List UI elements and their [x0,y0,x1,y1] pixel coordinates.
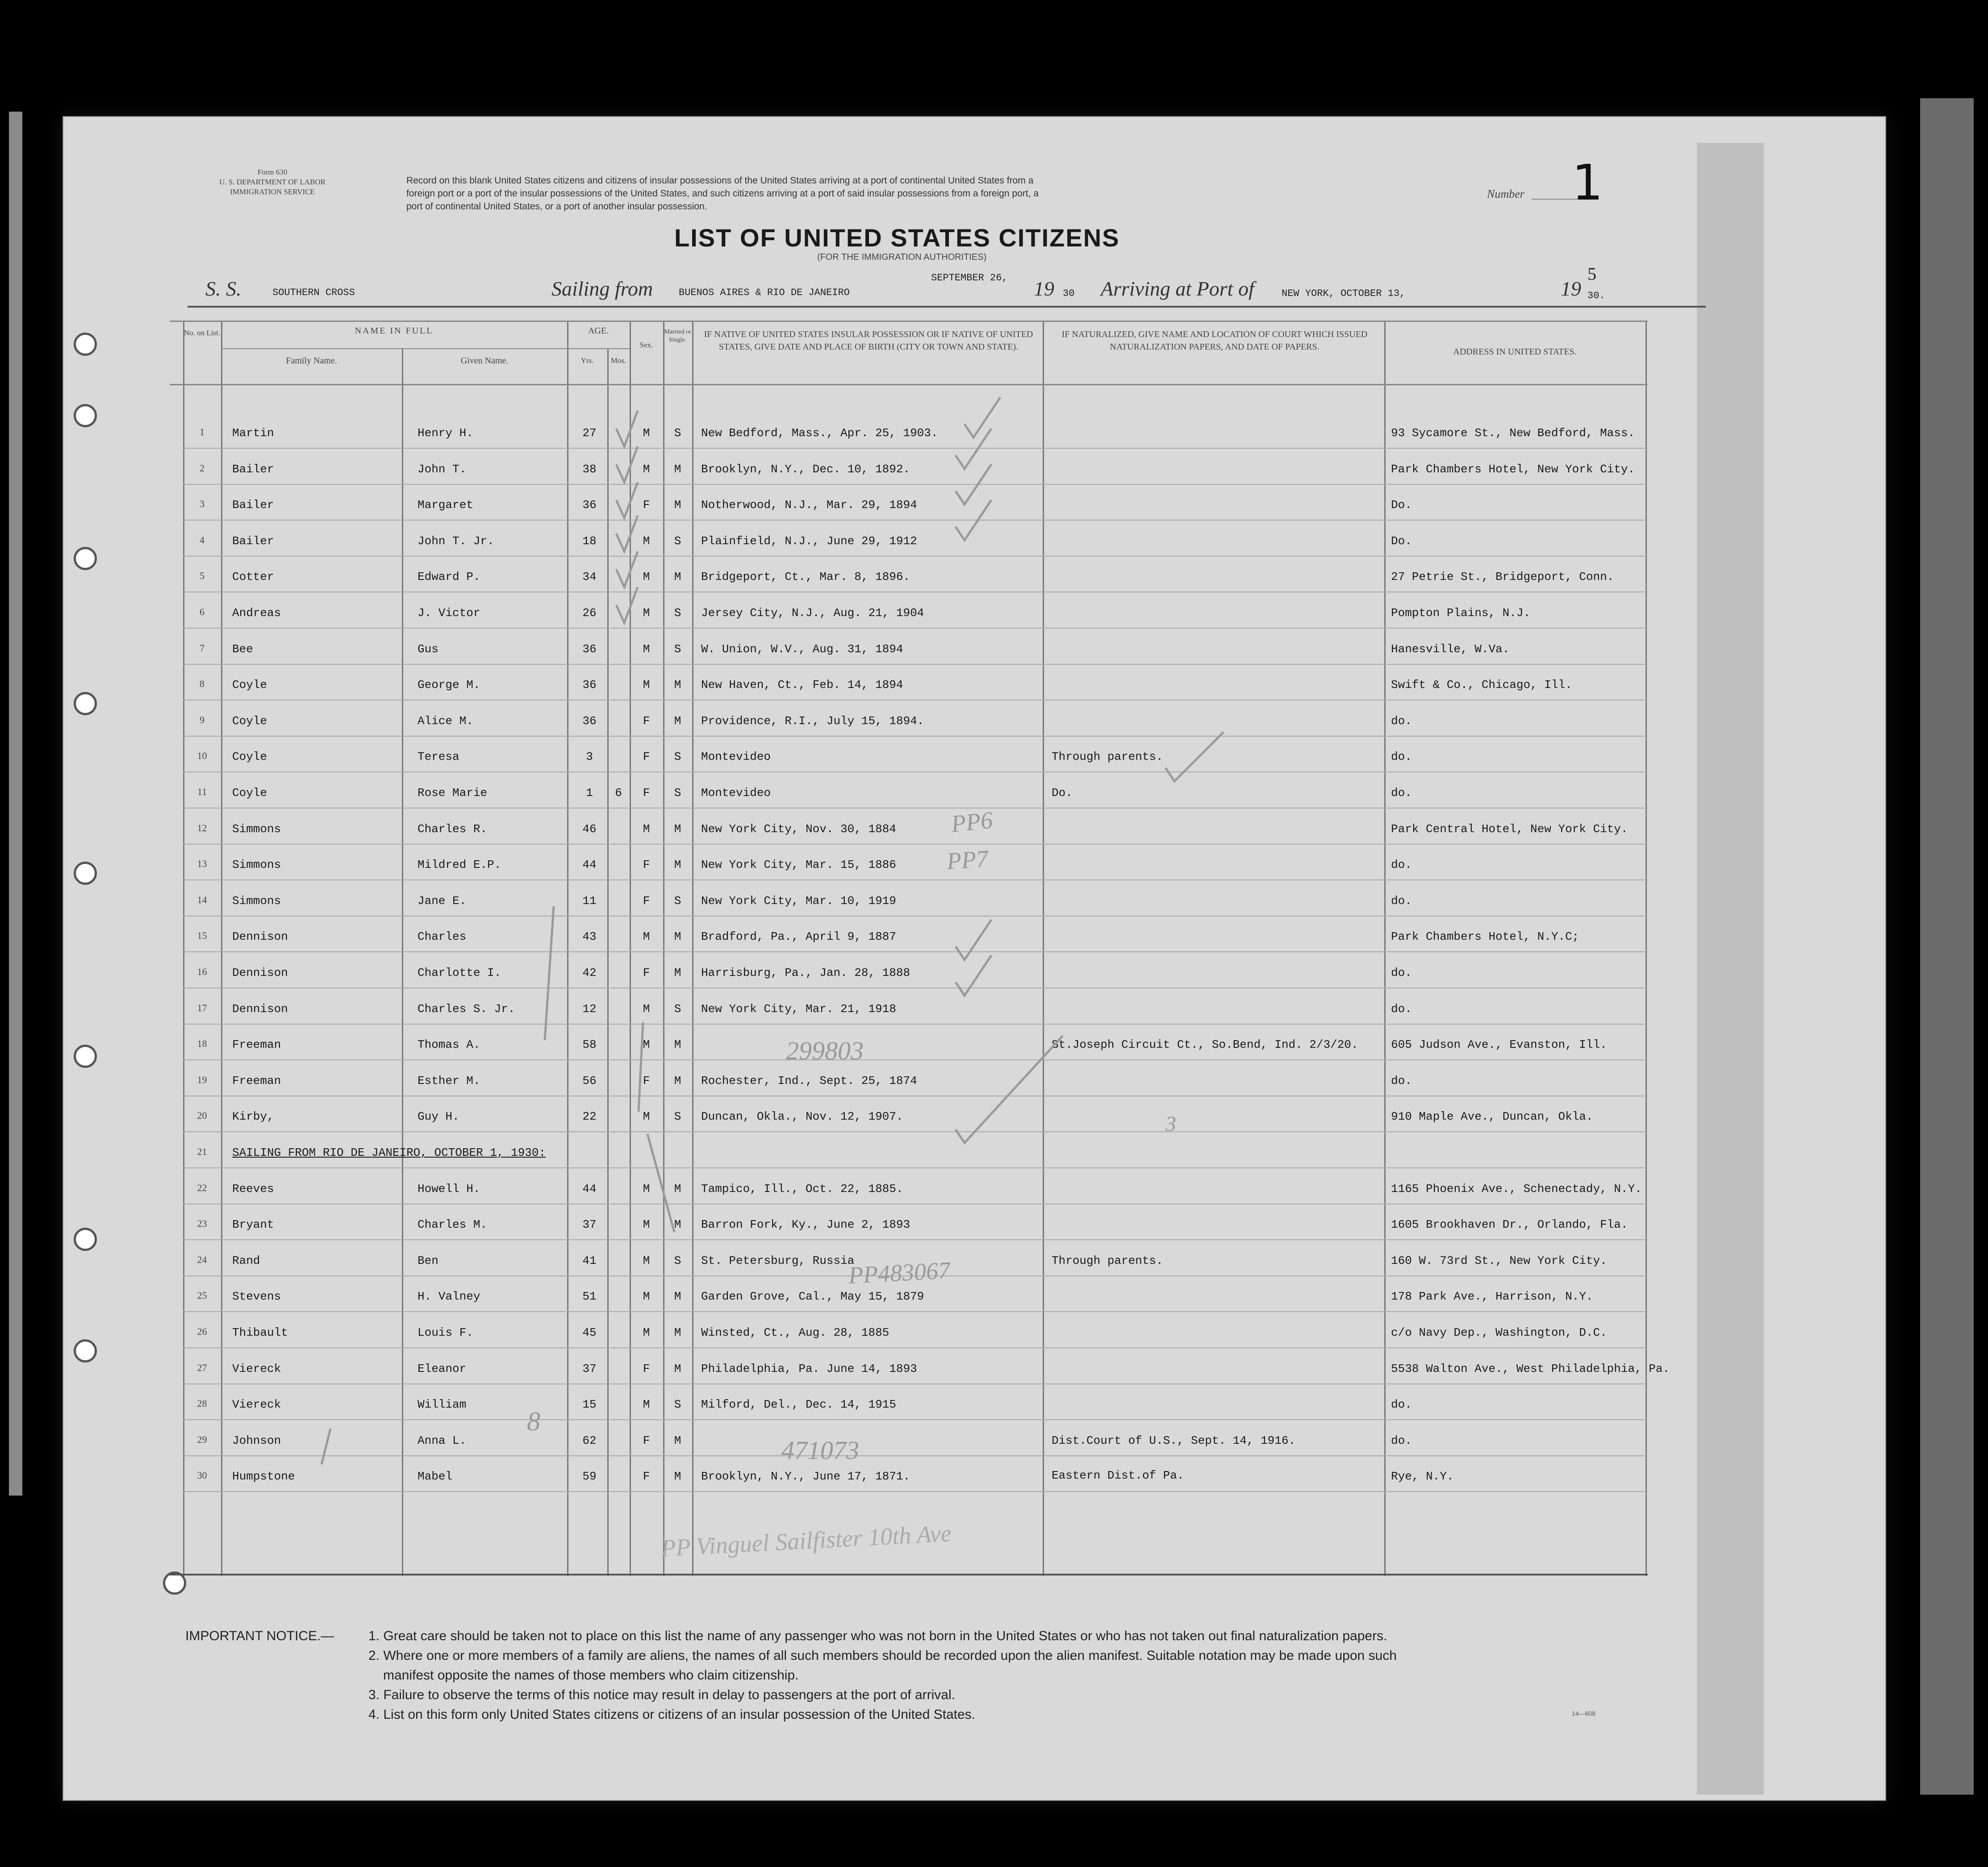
cell-birth: New York City, Mar. 21, 1918 [701,1002,896,1016]
cell-ms: S [674,1254,681,1267]
cell-given: Edward P. [418,570,480,583]
col-header-name-in-full: NAME IN FULL [355,326,434,336]
cell-birth: Jersey City, N.J., Aug. 21, 1904 [701,606,924,620]
cell-sex: M [643,1182,650,1196]
handwritten-note: 299803 [786,1036,864,1065]
cell-addr: Pompton Plains, N.J. [1391,606,1531,620]
cell-family: Andreas [232,606,281,620]
cell-family: Coyle [232,750,267,763]
ship-name: SOUTHERN CROSS [272,287,355,298]
cell-sex: F [643,894,650,908]
cell-no: 18 [197,1038,207,1049]
cell-sex: F [643,750,650,763]
cell-no: 23 [197,1218,207,1229]
cell-no: 24 [197,1254,207,1265]
cell-sex: M [643,534,650,548]
cell-given: Howell H. [418,1182,480,1196]
cell-family: Coyle [232,714,267,728]
cell-ms: M [674,570,681,583]
cell-family: Viereck [232,1398,281,1411]
cell-no: 6 [200,606,205,617]
cell-family: Simmons [232,894,281,908]
col-header-birth: IF NATIVE OF UNITED STATES INSULAR POSSESSION OR IF NATIVE OF UNITED STATES, GIVE DATE AND PLACE OF BIRTH (CITY OR TOWN AND STATE). [704,329,1033,352]
cell-given: John T. Jr. [418,534,494,548]
cell-sex: M [643,570,650,583]
cell-no: 26 [197,1326,207,1337]
cell-yrs: 51 [582,1290,597,1303]
cell-yrs: 37 [582,1218,597,1231]
cell-no: 16 [197,966,207,977]
cell-given: Alice M. [418,714,473,728]
cell-mos: 6 [615,786,622,800]
cell-birth: St. Petersburg, Russia [701,1254,855,1267]
cell-ms: M [674,1434,681,1447]
cell-sex: F [643,714,650,728]
cell-family: SAILING FROM RIO DE JANEIRO, OCTOBER 1, 1930: [232,1146,546,1159]
cell-given: Mildred E.P. [418,858,501,871]
cell-addr: 160 W. 73rd St., New York City. [1391,1254,1607,1267]
cell-given: Teresa [418,750,459,763]
cell-addr: Rye, N.Y. [1391,1470,1454,1483]
cell-no: 13 [197,858,207,869]
cell-family: Reeves [232,1182,274,1196]
cell-given: Thomas A. [418,1038,480,1051]
cell-yrs: 59 [582,1470,597,1483]
cell-no: 22 [197,1182,207,1193]
cell-sex: M [643,930,650,943]
cell-family: Freeman [232,1038,281,1051]
cell-yrs: 41 [582,1254,597,1267]
cell-no: 14 [197,894,207,905]
cell-given: Louis F. [418,1326,473,1339]
cell-birth: Milford, Del., Dec. 14, 1915 [701,1398,896,1411]
cell-ms: M [674,822,681,836]
cell-ms: M [674,1470,681,1483]
cell-sex: M [643,606,650,620]
cell-given: Jane E. [418,894,467,908]
cell-given: Ben [418,1254,439,1267]
sailing-from-label: Sailing from [551,277,653,300]
cell-addr: 178 Park Ave., Harrison, N.Y. [1391,1290,1593,1303]
cell-nat: Through parents. [1052,1254,1163,1267]
cell-family: Simmons [232,858,281,871]
cell-addr: do. [1391,1002,1412,1016]
cell-birth: Brooklyn, N.Y., Dec. 10, 1892. [701,463,910,476]
cell-yrs: 18 [582,534,597,548]
cell-addr: do. [1391,786,1412,800]
cell-ms: S [674,750,681,763]
handwritten-note: PP Vinguel Sailfister 10th Ave [660,1520,952,1562]
cell-sex: F [643,1074,650,1088]
cell-family: Viereck [232,1362,281,1375]
important-notice-1: 1. Great care should be taken not to place on this list the name of any passenger who was not born in the United States or who has not taken out final naturalization papers. [368,1629,1387,1643]
cell-addr: do. [1391,858,1412,871]
cell-ms: M [674,1182,681,1196]
cell-ms: S [674,894,681,908]
cell-birth: Bradford, Pa., April 9, 1887 [701,930,896,943]
cell-sex: F [643,1470,650,1483]
cell-family: Dennison [232,1002,288,1016]
cell-family: Freeman [232,1074,281,1088]
form-code: 14—608 [1572,1710,1595,1717]
cell-given: Henry H. [418,426,473,440]
cell-addr: do. [1391,1074,1412,1088]
cell-family: Cotter [232,570,274,583]
cell-family: Humpstone [232,1470,295,1483]
cell-ms: S [674,534,681,548]
cell-yrs: 11 [582,894,597,908]
cell-yrs: 58 [582,1038,597,1051]
cell-family: Coyle [232,678,267,692]
cell-birth: Brooklyn, N.Y., June 17, 1871. [701,1470,910,1483]
cell-addr: 93 Sycamore St., New Bedford, Mass. [1391,426,1635,440]
cell-no: 12 [197,822,207,833]
cell-addr: 1165 Phoenix Ave., Schenectady, N.Y. [1391,1182,1642,1196]
important-notice-3: 3. Failure to observe the terms of this notice may result in delay to passengers at the port of arrival. [368,1688,955,1702]
cell-yrs: 45 [582,1326,597,1339]
cell-sex: M [643,1254,650,1267]
cell-addr: do. [1391,1398,1412,1411]
cell-addr: do. [1391,894,1412,908]
form-issuer: Form 630 U. S. DEPARTMENT OF LABOR IMMIGRATION SERVICE [219,168,326,196]
cell-family: Bryant [232,1218,274,1231]
handwritten-note: PP6 [950,806,994,838]
cell-ms: S [674,1398,681,1411]
cell-ms: S [674,786,681,800]
cell-sex: M [643,1398,650,1411]
handwritten-note: 471073 [781,1436,859,1465]
cell-no: 29 [197,1434,207,1445]
cell-birth: Duncan, Okla., Nov. 12, 1907. [701,1110,903,1123]
cell-addr: c/o Navy Dep., Washington, D.C. [1391,1326,1607,1339]
cell-given: John T. [418,463,467,476]
cell-no: 27 [197,1362,207,1373]
cell-sex: M [643,1218,650,1231]
cell-sex: M [643,822,650,836]
arriving-port: NEW YORK, OCTOBER 13, [1282,288,1406,299]
cell-yrs: 12 [582,1002,597,1016]
cell-ms: M [674,714,681,728]
page-subtitle: (FOR THE IMMIGRATION AUTHORITIES) [817,252,987,262]
cell-given: George M. [418,678,480,692]
naturalization-court-line2: Eastern Dist.of Pa. [1052,1469,1184,1482]
cell-birth: Tampico, Ill., Oct. 22, 1885. [701,1182,903,1196]
cell-sex: M [643,642,650,656]
cell-no: 7 [200,642,205,654]
cell-sex: F [643,1434,650,1447]
cell-ms: S [674,1110,681,1123]
cell-birth: New York City, Nov. 30, 1884 [701,822,896,836]
arriving-year: 30. [1587,290,1605,301]
cell-given: William [418,1398,467,1411]
col-header-yrs: Yrs. [581,356,594,365]
cell-yrs: 44 [582,858,597,871]
cell-ms: M [674,678,681,692]
cell-addr: do. [1391,966,1412,979]
cell-addr: Do. [1391,534,1412,548]
cell-addr: 910 Maple Ave., Duncan, Okla. [1391,1110,1593,1123]
cell-given: Rose Marie [418,786,488,800]
cell-ms: M [674,498,681,512]
cell-no: 2 [200,463,205,474]
cell-no: 30 [197,1470,207,1481]
cell-yrs: 1 [586,786,593,800]
col-header-given-name: Given Name. [460,356,509,366]
cell-no: 1 [200,426,205,438]
cell-addr: Park Chambers Hotel, New York City. [1391,463,1635,476]
cell-family: Dennison [232,966,288,979]
cell-nat: Dist.Court of U.S., Sept. 14, 1916. [1052,1434,1296,1447]
cell-ms: M [674,930,681,943]
cell-addr: Hanesville, W.Va. [1391,642,1510,656]
cell-birth: W. Union, W.V., Aug. 31, 1894 [701,642,903,656]
cell-family: Martin [232,426,274,440]
cell-family: Dennison [232,930,288,943]
cell-family: Bailer [232,534,274,548]
cell-yrs: 44 [582,1182,597,1196]
cell-birth: Bridgeport, Ct., Mar. 8, 1896. [701,570,910,583]
cell-no: 21 [197,1146,207,1157]
cell-given: Charles R. [418,822,488,836]
col-header-address: ADDRESS IN UNITED STATES. [1453,347,1577,357]
col-header-married-single: Married or Single. [664,329,691,343]
cell-yrs: 26 [582,606,597,620]
cell-ms: M [674,1362,681,1375]
cell-sex: F [643,786,650,800]
handwritten-note: PP7 [946,845,989,875]
cell-ms: S [674,606,681,620]
col-header-sex: Sex. [639,341,653,349]
cell-sex: M [643,426,650,440]
cell-addr: 5538 Walton Ave., West Philadelphia, Pa. [1391,1362,1670,1375]
cell-addr: do. [1391,1434,1412,1447]
cell-given: H. Valney [418,1290,480,1303]
col-header-naturalized: IF NATURALIZED, GIVE NAME AND LOCATION OF COURT WHICH ISSUED NATURALIZATION PAPERS, AND DATE OF PAPERS. [1061,329,1368,352]
cell-family: Rand [232,1254,260,1267]
cell-birth: Notherwood, N.J., Mar. 29, 1894 [701,498,917,512]
col-header-no: No. on List. [184,329,221,337]
sailing-date: SEPTEMBER 26, [931,272,1008,283]
cell-addr: do. [1391,750,1412,763]
cell-ms: M [674,858,681,871]
cell-sex: M [643,1110,650,1123]
cell-birth: Garden Grove, Cal., May 15, 1879 [701,1290,924,1303]
cell-sex: M [643,463,650,476]
cell-nat: Do. [1052,786,1073,800]
cell-sex: F [643,966,650,979]
cell-sex: F [643,858,650,871]
cell-yrs: 46 [582,822,597,836]
cell-addr: 27 Petrie St., Bridgeport, Conn. [1391,570,1614,583]
page-title: LIST OF UNITED STATES CITIZENS [674,224,1120,252]
handwritten-note: 8 [527,1407,540,1436]
cell-birth: Providence, R.I., July 15, 1894. [701,714,924,728]
cell-no: 4 [200,534,205,546]
cell-given: Margaret [418,498,473,512]
cell-given: Gus [418,642,439,656]
cell-yrs: 36 [582,678,597,692]
number-label: Number [1487,188,1524,200]
sailing-year: 30 [1063,288,1075,299]
cell-yrs: 27 [582,426,597,440]
sailing-from-port: BUENOS AIRES & RIO DE JANEIRO [679,287,850,298]
number-value: 1 [1572,154,1603,211]
cell-birth: Winsted, Ct., Aug. 28, 1885 [701,1326,890,1339]
cell-yrs: 38 [582,463,597,476]
cell-birth: New York City, Mar. 15, 1886 [701,858,896,871]
cell-yrs: 42 [582,966,597,979]
cell-birth: New Haven, Ct., Feb. 14, 1894 [701,678,903,692]
cell-yrs: 34 [582,570,597,583]
arriving-day-digit: 5 [1587,264,1596,284]
cell-addr: Do. [1391,498,1412,512]
cell-given: Charles M. [418,1218,488,1231]
important-notice-4: 4. List on this form only United States citizens or citizens of an insular possession of the United States. [368,1707,976,1722]
cell-ms: M [674,966,681,979]
cell-birth: Plainfield, N.J., June 29, 1912 [701,534,917,548]
cell-birth: New Bedford, Mass., Apr. 25, 1903. [701,426,938,440]
cell-family: Bee [232,642,253,656]
cell-no: 28 [197,1398,207,1409]
cell-addr: 1605 Brookhaven Dr., Orlando, Fla. [1391,1218,1628,1231]
cell-addr: Swift & Co., Chicago, Ill. [1391,678,1572,692]
cell-given: Guy H. [418,1110,459,1123]
arriving-year-prefix: 19 [1561,277,1581,300]
cell-yrs: 15 [582,1398,597,1411]
cell-yrs: 36 [582,642,597,656]
cell-yrs: 3 [586,750,593,763]
cell-given: J. Victor [418,606,480,620]
cell-ms: S [674,642,681,656]
cell-sex: F [643,498,650,512]
arriving-label: Arriving at Port of [1101,277,1254,300]
cell-no: 20 [197,1110,207,1121]
cell-birth: Montevideo [701,786,771,800]
cell-family: Kirby, [232,1110,274,1123]
sailing-year-prefix: 19 [1034,277,1054,300]
cell-no: 10 [197,750,207,761]
cell-yrs: 37 [582,1362,597,1375]
cell-nat: St.Joseph Circuit Ct., So.Bend, Ind. 2/3/20. [1052,1038,1358,1051]
cell-given: Charlotte I. [418,966,501,979]
cell-ms: M [674,1074,681,1088]
cell-birth: Montevideo [701,750,771,763]
cell-birth: Rochester, Ind., Sept. 25, 1874 [701,1074,917,1088]
cell-no: 5 [200,570,205,581]
cell-no: 25 [197,1290,207,1301]
cell-given: Eleanor [418,1362,467,1375]
ss-label: S. S. [205,277,242,300]
cell-ms: M [674,1218,681,1231]
cell-addr: Park Chambers Hotel, N.Y.C; [1391,930,1579,943]
cell-family: Coyle [232,786,267,800]
cell-yrs: 22 [582,1110,597,1123]
cell-no: 3 [200,498,205,509]
col-header-age: AGE. [588,326,609,336]
cell-birth: New York City, Mar. 10, 1919 [701,894,896,908]
cell-birth: Barron Fork, Ky., June 2, 1893 [701,1218,910,1231]
cell-no: 11 [197,786,207,797]
cell-ms: S [674,426,681,440]
cell-family: Johnson [232,1434,281,1447]
cell-given: Esther M. [418,1074,480,1088]
cell-given: Mabel [418,1470,453,1483]
handwritten-note: PP483067 [848,1257,951,1289]
cell-sex: F [643,1362,650,1375]
important-notice-heading: IMPORTANT NOTICE.— [185,1629,334,1643]
cell-no: 8 [200,678,205,689]
cell-given: Charles [418,930,467,943]
cell-yrs: 56 [582,1074,597,1088]
cell-ms: M [674,1326,681,1339]
cell-no: 19 [197,1074,207,1085]
cell-ms: M [674,1290,681,1303]
cell-family: Bailer [232,498,274,512]
cell-no: 9 [200,714,205,725]
cell-yrs: 43 [582,930,597,943]
important-notice-2-cont: manifest opposite the names of those members who claim citizenship. [383,1668,799,1683]
cell-no: 15 [197,930,207,941]
handwritten-note: 3 [1165,1112,1176,1136]
cell-nat: Through parents. [1052,750,1163,763]
cell-ms: M [674,463,681,476]
cell-birth: Philadelphia, Pa. June 14, 1893 [701,1362,917,1375]
col-header-mos: Mos. [610,356,626,365]
cell-ms: M [674,1038,681,1051]
cell-sex: M [643,1002,650,1016]
cell-addr: Park Central Hotel, New York City. [1391,822,1628,836]
cell-yrs: 36 [582,714,597,728]
cell-addr: 605 Judson Ave., Evanston, Ill. [1391,1038,1607,1051]
cell-yrs: 36 [582,498,597,512]
cell-family: Thibault [232,1326,288,1339]
cell-sex: M [643,678,650,692]
cell-birth: Harrisburg, Pa., Jan. 28, 1888 [701,966,910,979]
cell-sex: M [643,1038,650,1051]
cell-yrs: 62 [582,1434,597,1447]
important-notice-2: 2. Where one or more members of a family are aliens, the names of all such members should be recorded upon the alien manifest. Suitable notation may be made upon such [368,1648,1397,1663]
cell-sex: M [643,1290,650,1303]
cell-given: Charles S. Jr. [418,1002,515,1016]
cell-addr: do. [1391,714,1412,728]
cell-ms: S [674,1002,681,1016]
cell-no: 17 [197,1002,207,1013]
cell-family: Stevens [232,1290,281,1303]
col-header-family-name: Family Name. [286,356,337,366]
cell-sex: M [643,1326,650,1339]
cell-family: Simmons [232,822,281,836]
form-instructions: Record on this blank United States citizens and citizens of insular possessions of the United States arriving at a port of continental United States from a foreign port or a port of the insular possessions of the United States, and such citizens arriving at a port of said insular possessions from a foreign port, a port of continental United States, or a port of another insular possession. [406,175,1039,212]
cell-given: Anna L. [418,1434,467,1447]
cell-family: Bailer [232,463,274,476]
